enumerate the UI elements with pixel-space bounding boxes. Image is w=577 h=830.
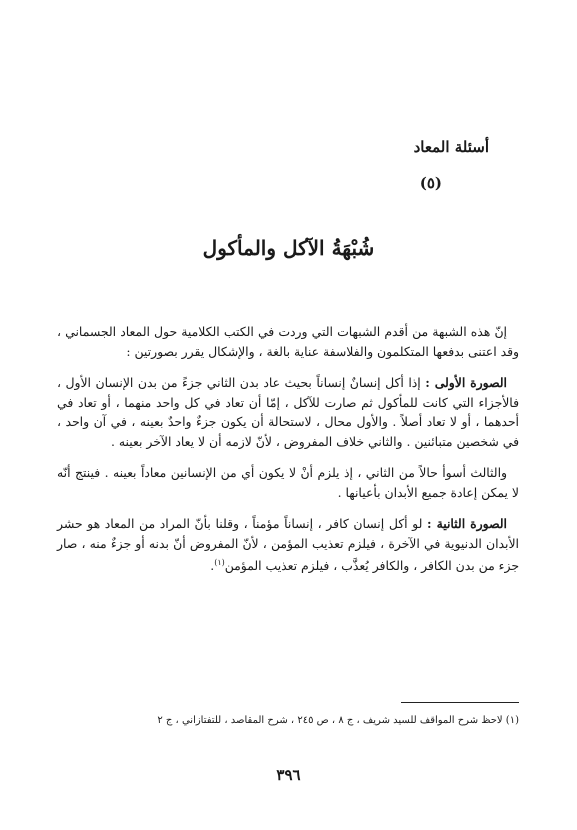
first-form-label: الصورة الأولى : [425,375,507,390]
first-form-text: إذا أكل إنسانٌ إنساناً بحيث عاد بدن الثاني جزءً من بدن الإنسان الأول ، فالأجزاء التي كانت للمأكول ثم صارت للآكل ، إمّا أن تعاد في كل واحد منهما ، أو تعاد في أحدهما ، أو لا تعاد أصلاً . والأول محال ، لاستحالة أن يكون جزءٌ واحدٌ بعينه ، في آن واحد ، في شخصين متبائنين . والثاني خلاف المفروض ، لأنّ لازمه أن لا يعاد الآخر بعينه . [57,375,519,449]
footnote: (١) لاحظ شرح المواقف للسيد شريف ، ج ٨ ، ص ٢٤٥ ، شرح المقاصد ، للتفتازاني ، ج ٢ [157,715,519,726]
second-form-text: لو أكل إنسان كافر ، إنساناً مؤمناً ، وقلنا بأنّ المراد من المعاد هو حشر الأبدان الدنيوية في الآخرة ، فيلزم تعذيب المؤمن ، لأنّ المفروض أنّ بدنه أو جزءٌ منه ، صار جزء من بدن الكافر ، والكافر يُعذَّب ، فيلزم تعذيب المؤمن [57,516,519,574]
third-case-paragraph: والثالث أسوأ حالاً من الثاني ، إذ يلزم أنْ لا يكون أي من الإنسانين معاداً بعينه . فينتج أنّه لا يمكن إعادة جميع الأبدان بأعيانها . [57,465,519,500]
second-form-paragraph [57,514,519,576]
chapter-title: شُبْهَةُ الآكل والمأكول [202,236,375,260]
first-form-paragraph [57,373,519,451]
footnote-divider [401,702,519,703]
section-title: أسئلة المعاد [413,138,489,156]
footnote-reference: (١) [214,558,225,567]
intro-paragraph: إنّ هذه الشبهة من أقدم الشبهات التي وردت في الكتب الكلامية حول المعاد الجسماني ، وقد اعتنى بدفعها المتكلمون والفلاسفة عناية بالغة ، والإشكال يقرر بصورتين : [57,324,519,359]
second-form-end: . [210,558,215,574]
body-text [57,322,519,588]
page-number: ٣٩٦ [276,766,301,784]
section-number: (٥) [419,174,442,192]
second-form-label: الصورة الثانية : [427,516,507,531]
